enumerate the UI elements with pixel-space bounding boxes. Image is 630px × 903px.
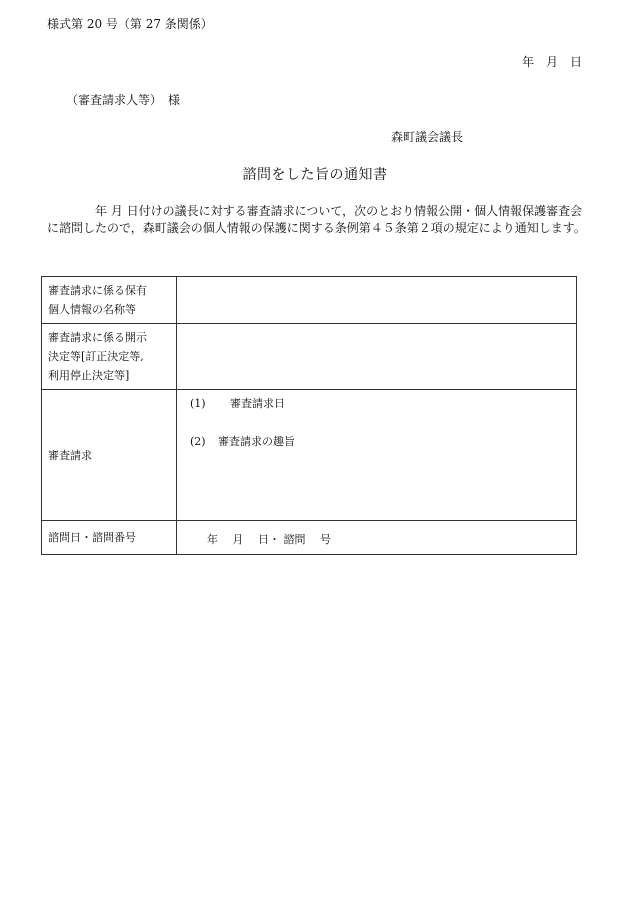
label-record-name: 審査請求に係る保有 個人情報の名称等: [42, 277, 177, 324]
request-date-number: (1): [190, 397, 206, 410]
table-row-record-name: [42, 277, 577, 324]
form-number: 様式第 20 号（第 27 条関係）: [47, 17, 213, 31]
value-disclosure-decision: [177, 324, 577, 390]
info-table: [41, 276, 577, 555]
value-review-request: [177, 390, 577, 521]
request-purpose-text: 審査請求の趣旨: [218, 435, 295, 448]
sender: 森町議会議長: [391, 130, 464, 144]
label-disclosure-decision: 審査請求に係る開示 決定等[訂正決定等, 利用停止決定等]: [42, 324, 177, 390]
label-review-request: 審査請求: [42, 390, 177, 521]
document-title: 諮問をした旨の通知書: [242, 167, 388, 183]
label-inquiry: 諮問日・諮問番号: [42, 521, 177, 555]
request-date-line: [190, 395, 285, 411]
request-purpose-number: (2): [190, 435, 206, 448]
table-row-review-request: [42, 390, 577, 521]
table-row-disclosure-decision: [42, 324, 577, 390]
value-inquiry: [177, 521, 577, 555]
table-row-inquiry: [42, 521, 577, 555]
request-purpose-line: [190, 433, 295, 449]
request-date-text: 審査請求日: [230, 397, 285, 410]
value-record-name: [177, 277, 577, 324]
date-line: 年 月 日: [521, 55, 582, 69]
body-text: 年 月 日付けの議長に対する審査請求について，次のとおり情報公開・個人情報保護審査会に諮問したので，森町議会の個人情報の保護に関する条例第４５条第２項の規定により通知します。: [47, 204, 586, 235]
addressee: （審査請求人等） 様: [66, 93, 181, 107]
inquiry-date-number: 年 月 日・ 諮問 号: [207, 533, 331, 546]
